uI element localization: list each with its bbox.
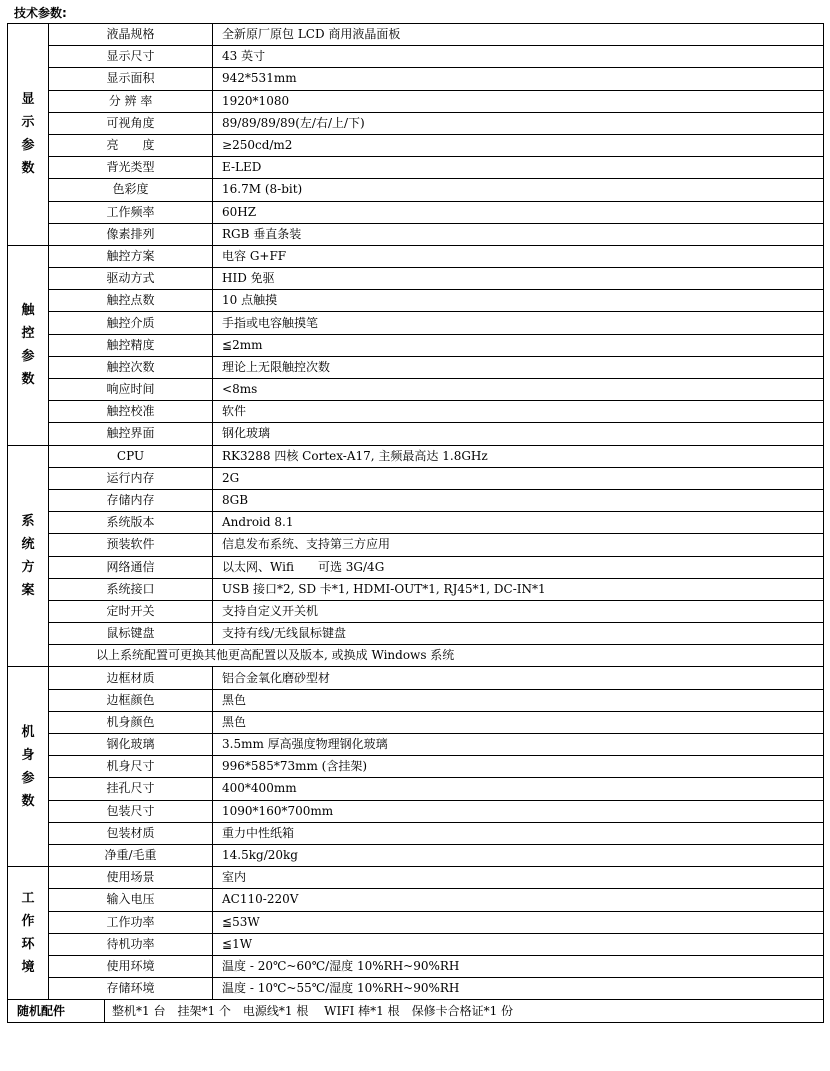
group-label-char: 作 xyxy=(21,914,35,930)
spec-label: 系统接口 xyxy=(49,578,213,600)
spec-label: 触控界面 xyxy=(49,423,213,445)
spec-label: 色彩度 xyxy=(49,179,213,201)
spec-row xyxy=(8,334,824,356)
spec-value: 温度 - 20℃~60℃/湿度 10%RH~90%RH xyxy=(213,955,824,977)
spec-value: ≦53W xyxy=(213,911,824,933)
spec-row xyxy=(8,445,824,467)
spec-label: 使用场景 xyxy=(49,867,213,889)
spec-label: 背光类型 xyxy=(49,157,213,179)
group-label-display xyxy=(8,24,49,246)
spec-row xyxy=(8,356,824,378)
spec-value: 支持自定义开关机 xyxy=(213,600,824,622)
spec-value: 3.5mm 厚高强度物理钢化玻璃 xyxy=(213,734,824,756)
group-label-char: 参 xyxy=(21,770,35,786)
spec-row xyxy=(8,290,824,312)
spec-label: 工作频率 xyxy=(49,201,213,223)
spec-value: 黑色 xyxy=(213,689,824,711)
spec-row xyxy=(8,489,824,511)
spec-value: 942*531mm xyxy=(213,68,824,90)
spec-row xyxy=(8,867,824,889)
spec-value: 全新原厂原包 LCD 商用液晶面板 xyxy=(213,24,824,46)
spec-label: 包装材质 xyxy=(49,822,213,844)
group-label-char: 参 xyxy=(21,349,35,365)
spec-row xyxy=(8,379,824,401)
spec-row xyxy=(8,844,824,866)
spec-label: 使用环境 xyxy=(49,955,213,977)
group-label-touch xyxy=(8,245,49,445)
spec-row xyxy=(8,623,824,645)
spec-value: 43 英寸 xyxy=(213,46,824,68)
spec-value: 铝合金氧化磨砂型材 xyxy=(213,667,824,689)
spec-row xyxy=(8,689,824,711)
spec-value: 400*400mm xyxy=(213,778,824,800)
spec-value: E-LED xyxy=(213,157,824,179)
spec-label: 响应时间 xyxy=(49,379,213,401)
spec-label: 驱动方式 xyxy=(49,268,213,290)
spec-value: Android 8.1 xyxy=(213,512,824,534)
spec-value: 以太网、Wifi 可选 3G/4G xyxy=(213,556,824,578)
spec-value: 重力中性纸箱 xyxy=(213,822,824,844)
spec-value: 60HZ xyxy=(213,201,824,223)
spec-label: 存储内存 xyxy=(49,489,213,511)
spec-value: <8ms xyxy=(213,379,824,401)
spec-label: 待机功率 xyxy=(49,933,213,955)
spec-label: 触控方案 xyxy=(49,245,213,267)
spec-value: ≦2mm xyxy=(213,334,824,356)
group-label-char: 参 xyxy=(21,138,35,154)
accessories-label: 随机配件 xyxy=(8,1000,105,1023)
spec-row xyxy=(8,134,824,156)
spec-row xyxy=(8,223,824,245)
spec-label: 边框颜色 xyxy=(49,689,213,711)
group-label-char: 示 xyxy=(21,115,35,131)
spec-label: 预装软件 xyxy=(49,534,213,556)
spec-value: 理论上无限触控次数 xyxy=(213,356,824,378)
spec-value: 1920*1080 xyxy=(213,90,824,112)
spec-value: 钢化玻璃 xyxy=(213,423,824,445)
spec-row xyxy=(8,423,824,445)
accessories-row xyxy=(8,1000,824,1023)
spec-row xyxy=(8,600,824,622)
spec-row xyxy=(8,512,824,534)
spec-value: 手指或电容触摸笔 xyxy=(213,312,824,334)
spec-row xyxy=(8,245,824,267)
spec-label: 像素排列 xyxy=(49,223,213,245)
spec-label: 输入电压 xyxy=(49,889,213,911)
spec-label: CPU xyxy=(49,445,213,467)
spec-label: 工作功率 xyxy=(49,911,213,933)
spec-row xyxy=(8,578,824,600)
spec-row xyxy=(8,978,824,1000)
group-label-char: 工 xyxy=(21,891,35,907)
group-label-char: 机 xyxy=(21,724,35,740)
spec-row xyxy=(8,667,824,689)
spec-value: 89/89/89/89(左/右/上/下) xyxy=(213,112,824,134)
spec-row xyxy=(8,312,824,334)
spec-value: 信息发布系统、支持第三方应用 xyxy=(213,534,824,556)
group-label-char: 系 xyxy=(21,514,35,529)
spec-label: 网络通信 xyxy=(49,556,213,578)
group-label-char: 身 xyxy=(21,747,35,763)
spec-label: 显示面积 xyxy=(49,68,213,90)
spec-label: 边框材质 xyxy=(49,667,213,689)
spec-value: 996*585*73mm (含挂架) xyxy=(213,756,824,778)
spec-value: 14.5kg/20kg xyxy=(213,844,824,866)
spec-row xyxy=(8,179,824,201)
spec-row xyxy=(8,112,824,134)
spec-value: HID 免驱 xyxy=(213,268,824,290)
spec-label: 包装尺寸 xyxy=(49,800,213,822)
spec-label: 鼠标键盘 xyxy=(49,623,213,645)
spec-value: 支持有线/无线鼠标键盘 xyxy=(213,623,824,645)
spec-row xyxy=(8,268,824,290)
spec-row xyxy=(8,645,824,667)
spec-row xyxy=(8,778,824,800)
spec-label: 机身颜色 xyxy=(49,711,213,733)
spec-label: 亮 度 xyxy=(49,134,213,156)
spec-value: 10 点触摸 xyxy=(213,290,824,312)
group-label-char: 触 xyxy=(21,303,35,319)
group-label-char: 统 xyxy=(21,537,35,552)
group-label-body xyxy=(8,667,49,867)
spec-row xyxy=(8,933,824,955)
spec-row xyxy=(8,556,824,578)
spec-label: 触控介质 xyxy=(49,312,213,334)
spec-label: 挂孔尺寸 xyxy=(49,778,213,800)
accessories-value: 整机*1 台 挂架*1 个 电源线*1 根 WIFI 棒*1 根 保修卡合格证*1 份 xyxy=(105,1000,824,1023)
spec-row xyxy=(8,534,824,556)
spec-row xyxy=(8,46,824,68)
spec-label: 机身尺寸 xyxy=(49,756,213,778)
spec-value: 黑色 xyxy=(213,711,824,733)
spec-value: USB 接口*2, SD 卡*1, HDMI-OUT*1, RJ45*1, DC-IN*1 xyxy=(213,578,824,600)
spec-value: 电容 G+FF xyxy=(213,245,824,267)
spec-value: RGB 垂直条装 xyxy=(213,223,824,245)
group-label-char: 数 xyxy=(21,793,35,809)
spec-value: AC110-220V xyxy=(213,889,824,911)
spec-row xyxy=(8,157,824,179)
spec-label: 运行内存 xyxy=(49,467,213,489)
spec-value: RK3288 四核 Cortex-A17, 主频最高达 1.8GHz xyxy=(213,445,824,467)
spec-row xyxy=(8,90,824,112)
spec-value: 室内 xyxy=(213,867,824,889)
spec-label: 触控点数 xyxy=(49,290,213,312)
system-note: 以上系统配置可更换其他更高配置以及版本, 或换成 Windows 系统 xyxy=(49,645,824,667)
spec-label: 液晶规格 xyxy=(49,24,213,46)
spec-label: 触控精度 xyxy=(49,334,213,356)
group-label-char: 环 xyxy=(21,937,35,953)
spec-label: 分 辨 率 xyxy=(49,90,213,112)
spec-row xyxy=(8,68,824,90)
spec-value: ≥250cd/m2 xyxy=(213,134,824,156)
group-label-system xyxy=(8,445,49,667)
group-label-char: 数 xyxy=(21,161,35,177)
spec-value: ≦1W xyxy=(213,933,824,955)
group-label-char: 控 xyxy=(21,326,35,342)
spec-value: 温度 - 10℃~55℃/湿度 10%RH~90%RH xyxy=(213,978,824,1000)
spec-value: 1090*160*700mm xyxy=(213,800,824,822)
spec-label: 触控校准 xyxy=(49,401,213,423)
spec-label: 存储环境 xyxy=(49,978,213,1000)
spec-value: 2G xyxy=(213,467,824,489)
spec-row xyxy=(8,955,824,977)
group-label-char: 方 xyxy=(21,560,35,575)
group-label-environment xyxy=(8,867,49,1000)
spec-table xyxy=(7,23,824,1023)
spec-row xyxy=(8,467,824,489)
spec-value: 软件 xyxy=(213,401,824,423)
spec-row xyxy=(8,401,824,423)
group-label-char: 境 xyxy=(21,960,35,976)
spec-value: 16.7M (8-bit) xyxy=(213,179,824,201)
group-label-char: 案 xyxy=(21,583,35,598)
spec-label: 净重/毛重 xyxy=(49,844,213,866)
spec-row xyxy=(8,711,824,733)
spec-row xyxy=(8,24,824,46)
group-label-char: 显 xyxy=(21,92,35,108)
spec-label: 显示尺寸 xyxy=(49,46,213,68)
spec-label: 定时开关 xyxy=(49,600,213,622)
spec-row xyxy=(8,201,824,223)
spec-row xyxy=(8,734,824,756)
spec-value: 8GB xyxy=(213,489,824,511)
spec-row xyxy=(8,800,824,822)
spec-label: 可视角度 xyxy=(49,112,213,134)
spec-row xyxy=(8,756,824,778)
spec-row xyxy=(8,911,824,933)
spec-row xyxy=(8,822,824,844)
group-label-char: 数 xyxy=(21,372,35,388)
spec-label: 触控次数 xyxy=(49,356,213,378)
spec-label: 钢化玻璃 xyxy=(49,734,213,756)
page-title: 技术参数: xyxy=(14,6,67,20)
spec-label: 系统版本 xyxy=(49,512,213,534)
spec-row xyxy=(8,889,824,911)
